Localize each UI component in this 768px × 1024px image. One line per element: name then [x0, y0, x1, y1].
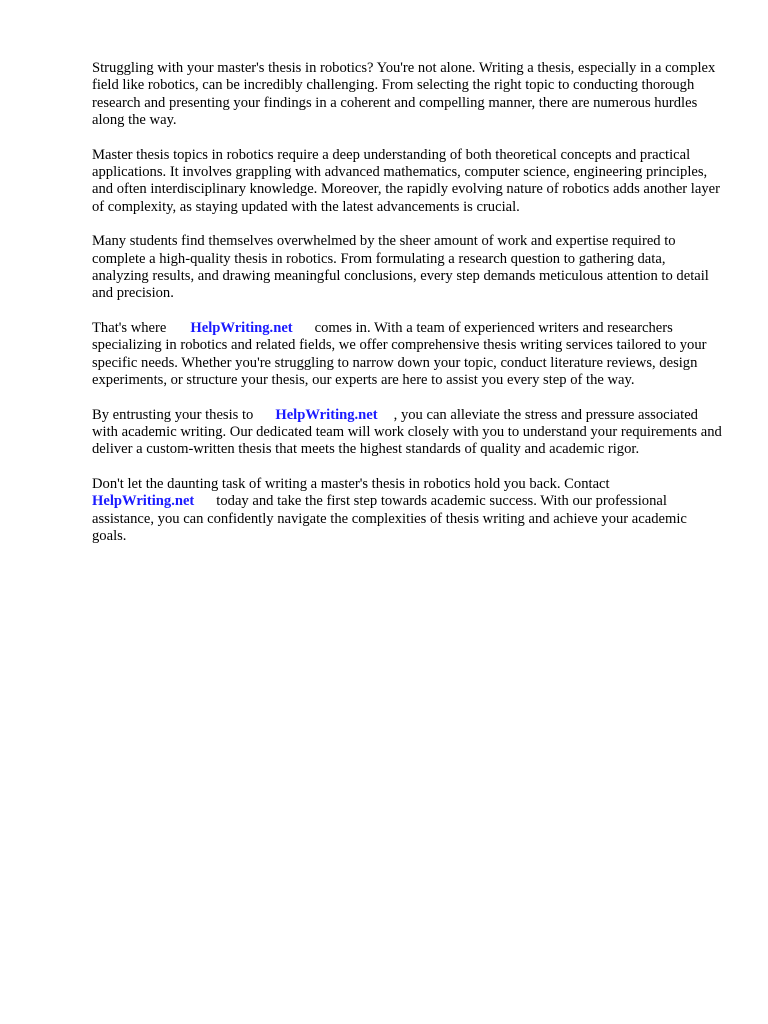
paragraph-service — [92, 320, 722, 390]
paragraph-topics: Master thesis topics in robotics require a deep understanding of both theoretical concepts and practical applications. It involves grappling with advanced mathematics, computer science, engineering principles, and often interdisciplinary knowledge. Moreover, the rapidly evolving nature of robotics adds another layer of complexity, as staying updated with the latest advancements is crucial. — [92, 146, 720, 215]
helpwriting-link-3[interactable]: HelpWriting.net — [92, 493, 195, 510]
paragraph-entrust-lead: By entrusting your thesis to — [92, 406, 254, 423]
document-body — [92, 60, 722, 562]
helpwriting-link-2[interactable]: HelpWriting.net — [275, 406, 378, 423]
paragraph-entrust-rest: , you can alleviate the stress and pressure associated with academic writing. Our dedicated team will work closely with you to understand your requirements and deliver a custom-written thesis that meets the highest standards of quality and academic rigor. — [92, 406, 722, 458]
paragraph-contact — [92, 476, 722, 546]
helpwriting-link-1[interactable]: HelpWriting.net — [190, 319, 293, 336]
paragraph-contact-rest: today and take the first step towards academic success. With our professional assistance, you can confidently navigate the complexities of thesis writing and achieve your academic goals. — [92, 493, 687, 544]
paragraph-service-rest: comes in. With a team of experienced writers and researchers specializing in robotics and related fields, we offer comprehensive thesis writing services tailored to your specific needs. Whether you're struggling to narrow down your topic, conduct literature reviews, design experiments, or structure your thesis, our experts are here to assist you every step of the way. — [92, 319, 707, 389]
paragraph-contact-lead: Don't let the daunting task of writing a master's thesis in robotics hold you back. Contact — [92, 475, 610, 492]
paragraph-entrust — [92, 407, 722, 459]
paragraph-intro: Struggling with your master's thesis in robotics? You're not alone. Writing a thesis, especially in a complex field like robotics, can be incredibly challenging. From selecting the right topic to conducting thorough research and presenting your findings in a coherent and compelling manner, there are numerous hurdles along the way. — [92, 60, 716, 129]
paragraph-service-lead: That's where — [92, 319, 167, 336]
paragraph-students: Many students find themselves overwhelmed by the sheer amount of work and expertise required to complete a high-quality thesis in robotics. From formulating a research question to gathering data, analyzing results, and drawing meaningful conclusions, every step demands meticulous attention to detail and precision. — [92, 233, 709, 302]
